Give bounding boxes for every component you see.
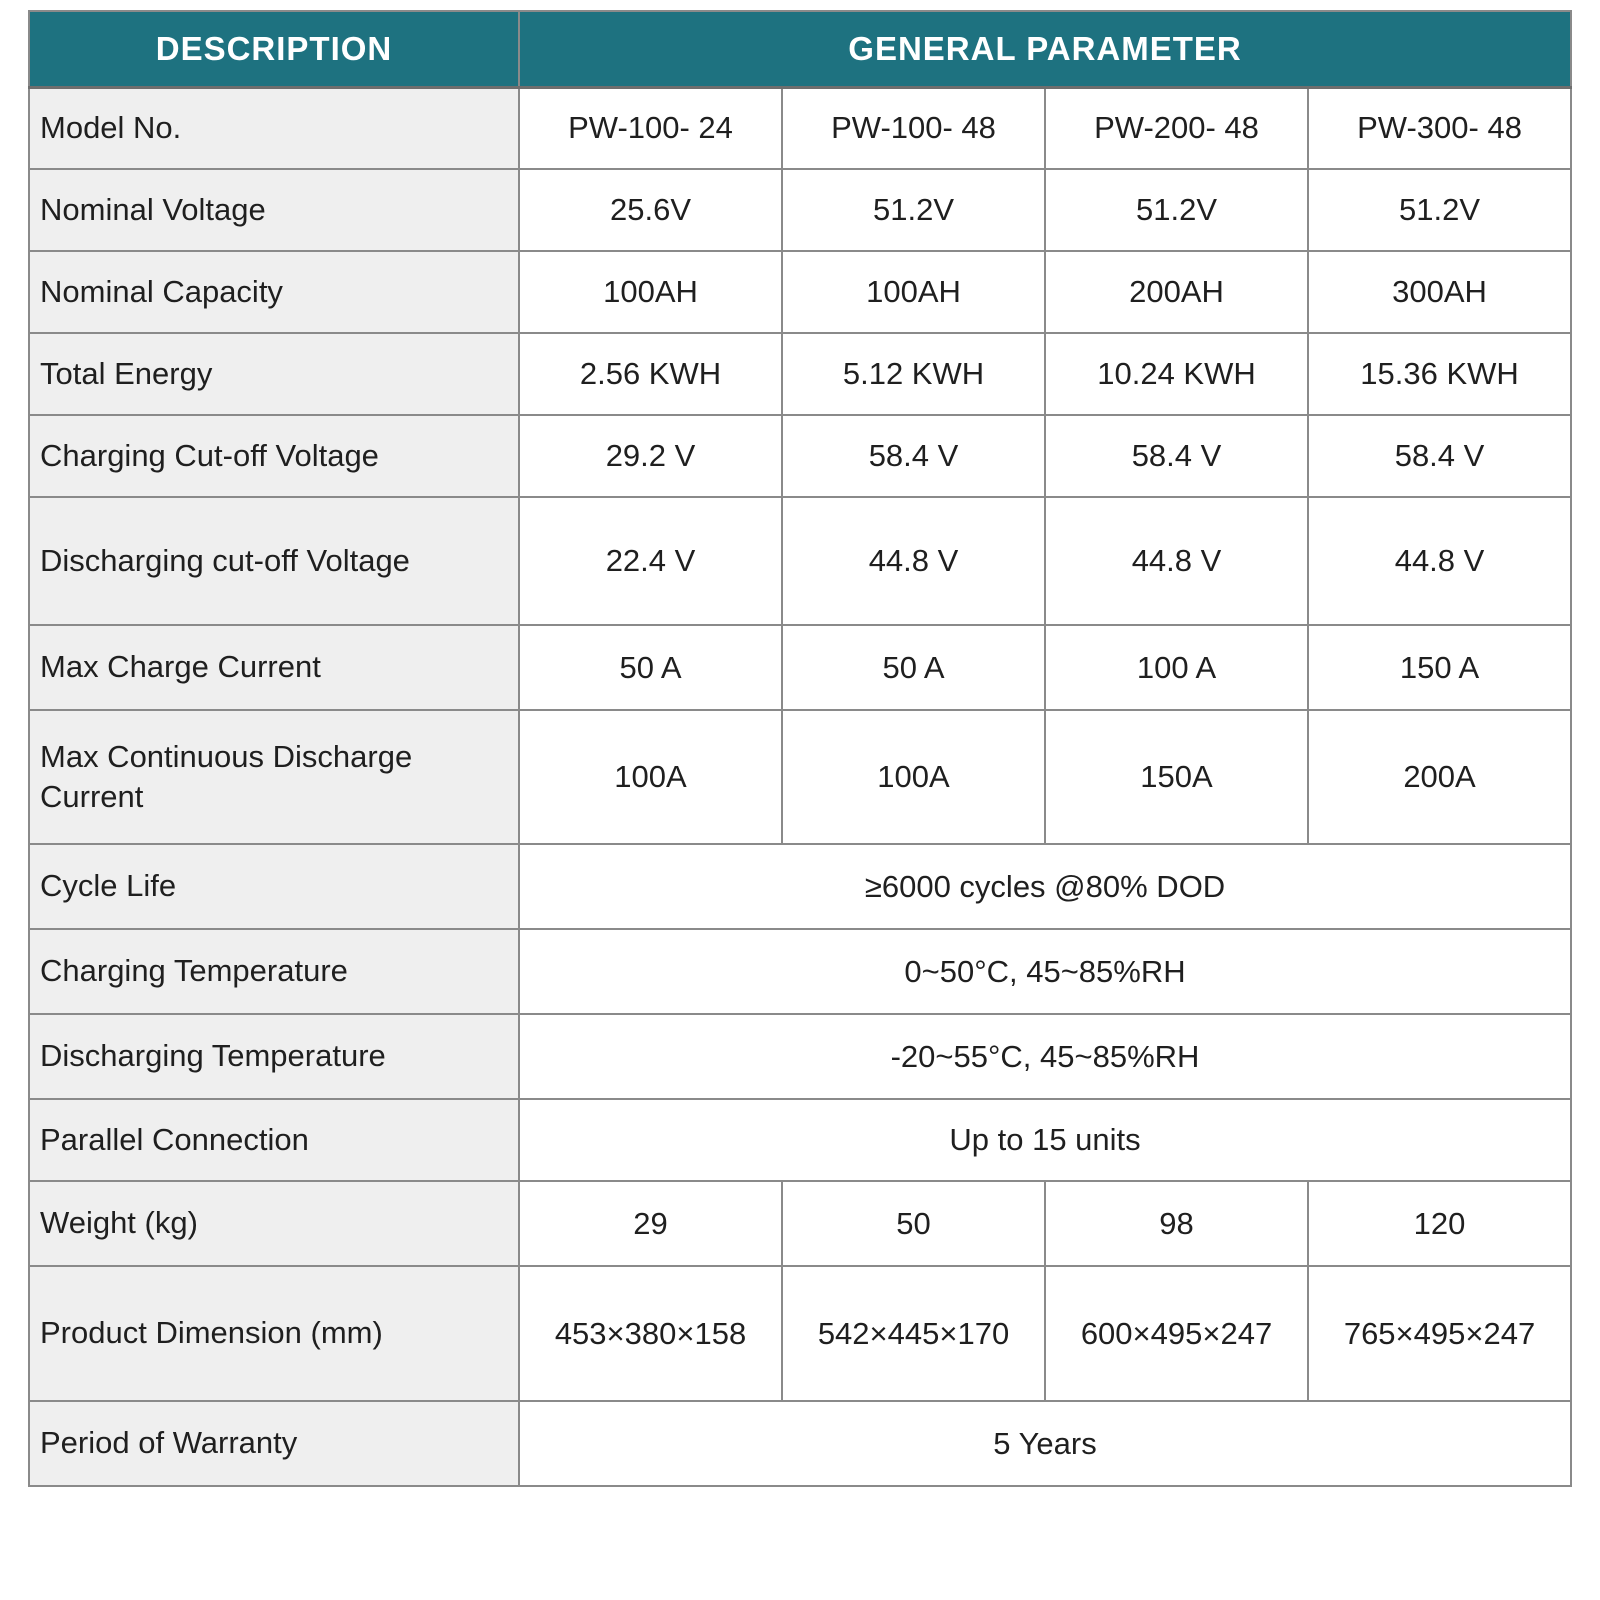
- cell-charging-cutoff-3: 58.4 V: [1045, 415, 1308, 497]
- cell-nominal-capacity-1: 100AH: [519, 251, 782, 333]
- row-label-weight: Weight (kg): [29, 1181, 519, 1266]
- cell-total-energy-2: 5.12 KWH: [782, 333, 1045, 415]
- row-label-product-dimension: Product Dimension (mm): [29, 1266, 519, 1401]
- cell-charging-temperature: 0~50°C, 45~85%RH: [519, 929, 1571, 1014]
- cell-discharging-cutoff-1: 22.4 V: [519, 497, 782, 625]
- cell-charging-cutoff-4: 58.4 V: [1308, 415, 1571, 497]
- row-label-cycle-life: Cycle Life: [29, 844, 519, 929]
- cell-weight-1: 29: [519, 1181, 782, 1266]
- cell-nominal-voltage-3: 51.2V: [1045, 169, 1308, 251]
- cell-nominal-voltage-1: 25.6V: [519, 169, 782, 251]
- row-label-nominal-capacity: Nominal Capacity: [29, 251, 519, 333]
- table-row-discharging-temperature: [29, 1014, 1571, 1099]
- cell-cycle-life: ≥6000 cycles @80% DOD: [519, 844, 1571, 929]
- cell-weight-3: 98: [1045, 1181, 1308, 1266]
- cell-discharging-temperature: -20~55°C, 45~85%RH: [519, 1014, 1571, 1099]
- cell-model-4: PW-300- 48: [1308, 87, 1571, 169]
- cell-warranty: 5 Years: [519, 1401, 1571, 1486]
- cell-max-charge-1: 50 A: [519, 625, 782, 710]
- cell-discharging-cutoff-3: 44.8 V: [1045, 497, 1308, 625]
- table-row-charging-temperature: [29, 929, 1571, 1014]
- cell-max-discharge-1: 100A: [519, 710, 782, 844]
- cell-charging-cutoff-1: 29.2 V: [519, 415, 782, 497]
- cell-dimension-1: 453×380×158: [519, 1266, 782, 1401]
- table-row-cycle-life: [29, 844, 1571, 929]
- cell-dimension-4: 765×495×247: [1308, 1266, 1571, 1401]
- row-label-max-continuous-discharge-current: Max Continuous Discharge Current: [29, 710, 519, 844]
- row-label-parallel-connection: Parallel Connection: [29, 1099, 519, 1181]
- row-label-model-no: Model No.: [29, 87, 519, 169]
- row-label-discharging-cutoff-voltage: Discharging cut-off Voltage: [29, 497, 519, 625]
- cell-discharging-cutoff-2: 44.8 V: [782, 497, 1045, 625]
- cell-max-charge-2: 50 A: [782, 625, 1045, 710]
- table-row-parallel-connection: [29, 1099, 1571, 1181]
- cell-model-1: PW-100- 24: [519, 87, 782, 169]
- table-row-charging-cutoff-voltage: [29, 415, 1571, 497]
- row-label-charging-temperature: Charging Temperature: [29, 929, 519, 1014]
- cell-max-discharge-3: 150A: [1045, 710, 1308, 844]
- cell-max-charge-4: 150 A: [1308, 625, 1571, 710]
- table-row-max-charge-current: [29, 625, 1571, 710]
- row-label-charging-cutoff-voltage: Charging Cut-off Voltage: [29, 415, 519, 497]
- table-row-period-of-warranty: [29, 1401, 1571, 1486]
- cell-dimension-3: 600×495×247: [1045, 1266, 1308, 1401]
- cell-nominal-capacity-3: 200AH: [1045, 251, 1308, 333]
- table-row-nominal-capacity: [29, 251, 1571, 333]
- table-row-discharging-cutoff-voltage: [29, 497, 1571, 625]
- cell-nominal-capacity-2: 100AH: [782, 251, 1045, 333]
- cell-weight-4: 120: [1308, 1181, 1571, 1266]
- row-label-discharging-temperature: Discharging Temperature: [29, 1014, 519, 1099]
- header-general-parameter: GENERAL PARAMETER: [519, 11, 1571, 87]
- cell-max-charge-3: 100 A: [1045, 625, 1308, 710]
- cell-charging-cutoff-2: 58.4 V: [782, 415, 1045, 497]
- row-label-period-of-warranty: Period of Warranty: [29, 1401, 519, 1486]
- row-label-max-charge-current: Max Charge Current: [29, 625, 519, 710]
- cell-model-2: PW-100- 48: [782, 87, 1045, 169]
- table-row-max-continuous-discharge-current: [29, 710, 1571, 844]
- cell-total-energy-3: 10.24 KWH: [1045, 333, 1308, 415]
- cell-discharging-cutoff-4: 44.8 V: [1308, 497, 1571, 625]
- cell-model-3: PW-200- 48: [1045, 87, 1308, 169]
- table-row-nominal-voltage: [29, 169, 1571, 251]
- table-row-total-energy: [29, 333, 1571, 415]
- cell-parallel-connection: Up to 15 units: [519, 1099, 1571, 1181]
- header-description: DESCRIPTION: [29, 11, 519, 87]
- cell-dimension-2: 542×445×170: [782, 1266, 1045, 1401]
- cell-max-discharge-2: 100A: [782, 710, 1045, 844]
- cell-nominal-voltage-4: 51.2V: [1308, 169, 1571, 251]
- table-row-model-no: [29, 87, 1571, 169]
- table-row-product-dimension: [29, 1266, 1571, 1401]
- table-header-row: [29, 11, 1571, 87]
- table-row-weight: [29, 1181, 1571, 1266]
- row-label-nominal-voltage: Nominal Voltage: [29, 169, 519, 251]
- cell-max-discharge-4: 200A: [1308, 710, 1571, 844]
- cell-weight-2: 50: [782, 1181, 1045, 1266]
- general-parameter-table: [28, 10, 1572, 1487]
- cell-total-energy-4: 15.36 KWH: [1308, 333, 1571, 415]
- cell-nominal-voltage-2: 51.2V: [782, 169, 1045, 251]
- cell-nominal-capacity-4: 300AH: [1308, 251, 1571, 333]
- row-label-total-energy: Total Energy: [29, 333, 519, 415]
- cell-total-energy-1: 2.56 KWH: [519, 333, 782, 415]
